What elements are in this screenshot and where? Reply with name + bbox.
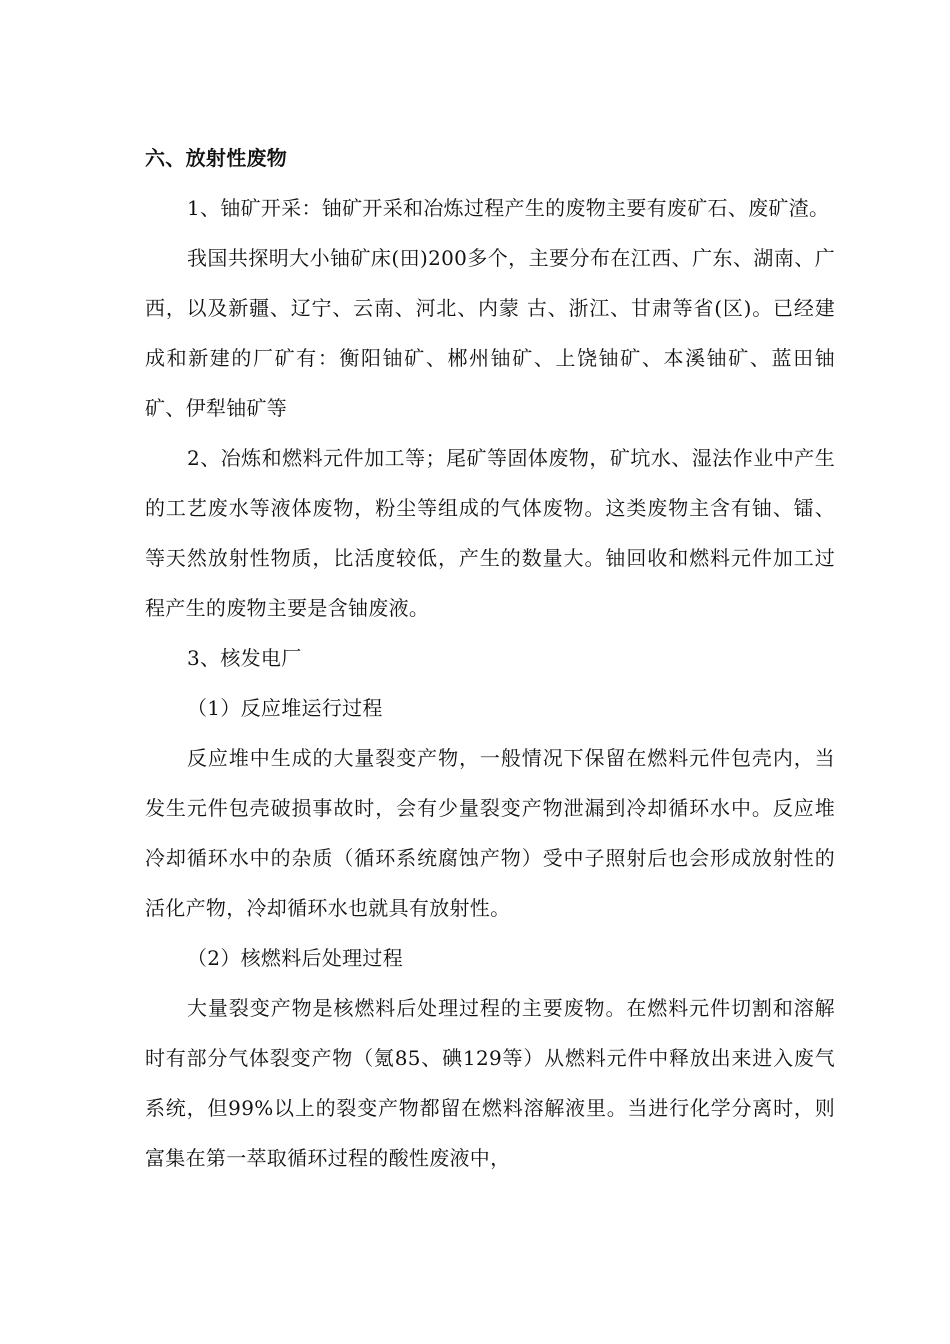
section-title: 六、放射性废物	[145, 146, 288, 170]
paragraph-reprocessing: 大量裂变产物是核燃料后处理过程的主要废物。在燃料元件切割和溶解时有部分气体裂变产物（氪85、碘129等）从燃料元件中释放出来进入废气系统，但99%以上的裂变产物都留在燃料溶解液里。当进行化学分离时，则富集在第一萃取循环过程的酸性废液中，	[145, 996, 835, 1170]
paragraph-uranium-mining: 1、铀矿开采：铀矿开采和冶炼过程产生的废物主要有废矿石、废矿渣。	[187, 196, 830, 220]
subheading-nuclear-plant: 3、核发电厂	[187, 646, 302, 670]
paragraph-smelting-fuel: 2、冶炼和燃料元件加工等；尾矿等固体废物，矿坑水、湿法作业中产生的工艺废水等液体废物，粉尘等组成的气体废物。这类废物主含有铀、镭、等天然放射性物质，比活度较低，产生的数量大。铀回收和燃料元件加工过程产生的废物主要是含铀废液。	[145, 446, 835, 620]
document-body	[145, 133, 835, 1183]
subheading-reactor-operation: （1）反应堆运行过程	[187, 696, 383, 720]
paragraph-reactor-operation: 反应堆中生成的大量裂变产物，一般情况下保留在燃料元件包壳内，当发生元件包壳破损事故时，会有少量裂变产物泄漏到冷却循环水中。反应堆冷却循环水中的杂质（循环系统腐蚀产物）受中子照射后也会形成放射性的活化产物，冷却循环水也就具有放射性。	[145, 746, 835, 920]
subheading-reprocessing: （2）核燃料后处理过程	[187, 946, 404, 970]
paragraph-uranium-deposits: 我国共探明大小铀矿床(田)200多个，主要分布在江西、广东、湖南、广西，以及新疆、辽宁、云南、河北、内蒙 古、浙江、甘肃等省(区)。已经建成和新建的厂矿有：衡阳铀矿、郴州铀矿、上饶铀矿、本溪铀矿、蓝田铀矿、伊犁铀矿等	[145, 246, 835, 420]
